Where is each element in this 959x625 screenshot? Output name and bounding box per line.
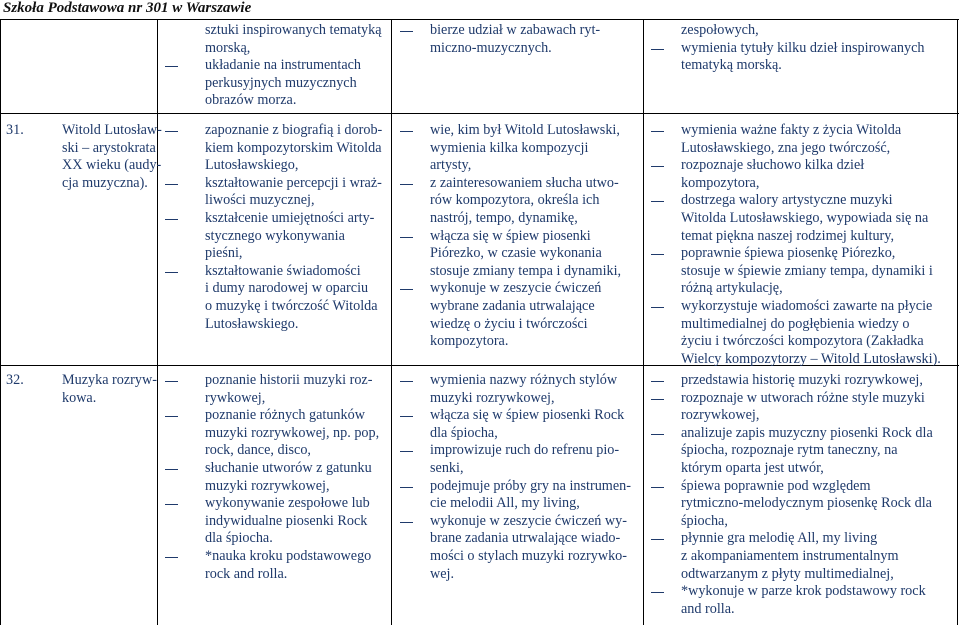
topic-line: kowa. [62,389,97,406]
col-border-1 [157,19,158,625]
extended-line: analizuje zapis muzyczny piosenki Rock dla [681,424,933,441]
basic-line: z zainteresowaniem słucha utwo- [430,174,619,191]
extended-line: dostrzega walory artystyczne muzyki [681,192,893,209]
bullet-dash [400,416,413,417]
bullet-dash [400,487,413,488]
basic-line: włącza się w śpiew piosenki [430,227,591,244]
content-line: indywidualne piosenki Rock [205,512,368,529]
basic-line: Piórezko, w czasie wykonania [430,245,602,262]
content-line: Lutosławskiego. [205,315,299,332]
topic-line: Witold Lutosław- [62,122,162,138]
extended-line: rozrywkowej, [681,407,760,424]
content-line: o muzykę i twórczość Witolda [205,298,378,314]
basic-line: miczno-muzycznych. [430,39,552,56]
content-line: i dumy narodowej w oparciu [205,280,369,297]
basic-line: improwizuje ruch do refrenu pio- [430,442,620,459]
content-line: kształcenie umiejętności arty- [205,210,375,226]
content-line: kiem kompozytorskim Witolda [205,139,382,156]
content-line: rock, dance, disco, [205,442,311,459]
content-line: pieśni, [205,245,243,262]
content-line: poznanie historii muzyki roz- [205,372,373,388]
topic-line: cja muzyczna). [62,174,148,191]
extended-line: *wykonuje w parze krok podstawowy rock [681,583,926,600]
content-line: morską, [205,39,251,56]
extended-line: wykorzystuje wiadomości zawarte na płycie [681,298,933,314]
content-line: rywkowej, [205,389,266,406]
bullet-dash [651,307,664,308]
extended-line: kompozytora, [681,174,760,191]
col-border-3 [643,19,644,625]
extended-line: z akompaniamentem instrumentalnym [681,548,899,564]
basic-line: wej. [430,565,455,582]
bullet-dash [651,254,664,255]
extended-line: multimedialnej do pogłębienia wiedzy o [681,315,910,332]
bullet-dash [165,504,178,505]
extended-line: przedstawia historię muzyki rozrywkowej, [681,372,923,388]
extended-line: wymienia ważne fakty z życia Witolda [681,122,902,138]
extended-line: którym oparta jest utwór, [681,460,824,476]
basic-line: cie melodii All, my living, [430,495,580,512]
content-line: obrazów morza. [205,92,297,109]
content-line: muzyki rozrywkowej, [205,477,330,494]
extended-line: rozpoznaje słuchowo kilka dzieł [681,157,865,174]
bullet-dash [165,557,178,558]
topic-line: Muzyka rozryw- [62,372,157,388]
extended-line: Lutosławskiego, zna jego twórczość, [681,139,891,156]
extended-line: wymienia tytuły kilku dzieł inspirowanych [681,39,925,56]
content-line: poznanie różnych gatunków [205,407,365,424]
content-line: układanie na instrumentach [205,57,362,74]
bullet-dash [165,184,178,185]
extended-line: śpiewa poprawnie pod względem [681,477,871,494]
extended-line: rytmiczno-melodycznym piosenkę Rock dla [681,495,932,512]
row-number: 32. [6,372,24,388]
extended-line: tematyką morską. [681,57,782,74]
col-border-4 [957,19,958,625]
basic-line: nastrój, tempo, dynamikę, [430,210,578,226]
basic-line: wie, kim był Witold Lutosławski, [430,122,620,138]
content-line: kształtowanie percepcji i wraż- [205,174,382,191]
content-line: liwości muzycznej, [205,192,315,209]
bullet-dash [165,469,178,470]
content-line: Lutosławskiego, [205,157,299,174]
extended-line: śpiocha, rozpoznaje rytm taneczny, na [681,442,898,459]
bullet-dash [651,201,664,202]
extended-line: rozpoznaje w utworach różne style muzyki [681,389,925,406]
basic-line: bierze udział w zabawach ryt- [430,22,601,38]
extended-line: różną artykulację, [681,280,783,297]
basic-line: podejmuje próby gry na instrumen- [430,477,631,494]
content-line: wykonywanie zespołowe lub [205,495,370,512]
col-border-0 [0,19,1,625]
bullet-dash [165,66,178,67]
bullet-dash [165,416,178,417]
bullet-dash [400,184,413,185]
basic-line: brane zadania utrwalające wiado- [430,530,621,547]
row-border-31 [0,113,959,114]
content-line: *nauka kroku podstawowego [205,548,372,564]
row-number: 31. [6,122,24,138]
basic-line: kompozytora. [430,333,509,350]
basic-line: stosuje zmiany tempa i dynamiki, [430,262,622,279]
basic-line: wymienia nazwy różnych stylów [430,372,618,388]
extended-line: temat piękna naszej rodzimej kultury, [681,227,894,244]
bullet-dash [400,289,413,290]
content-line: rock and rolla. [205,565,288,582]
bullet-dash [651,434,664,435]
bullet-dash [651,49,664,50]
topic-line: XX wieku (audy- [62,157,162,174]
extended-line: życiu i twórczości kompozytora (Zakładka [681,333,924,350]
content-line: słuchanie utworów z gatunku [205,460,372,476]
content-line: sztuki inspirowanych tematyką [205,22,382,38]
bullet-dash [400,31,413,32]
bullet-dash [400,237,413,238]
table-top-border [0,19,959,20]
bullet-dash [165,131,178,132]
basic-line: artysty, [430,157,472,174]
bullet-dash [165,272,178,273]
bullet-dash [165,219,178,220]
bullet-dash [651,399,664,400]
col-border-2 [391,19,392,625]
bullet-dash [651,487,664,488]
extended-line: and rolla. [681,600,735,617]
extended-line: odtwarzanym z płyty multimedialnej, [681,565,894,582]
bullet-dash [400,522,413,523]
extended-line: płynnie gra melodię All, my living [681,530,878,547]
basic-line: rów kompozytora, określa ich [430,192,600,209]
basic-line: wykonuje w zeszycie ćwiczeń [430,280,602,297]
bullet-dash [165,381,178,382]
bullet-dash [400,131,413,132]
basic-line: wiedzę o życiu i twórczości [430,315,588,332]
content-line: muzyki rozrywkowej, np. pop, [205,424,380,441]
content-line: zapoznanie z biografią i dorob- [205,122,383,138]
basic-line: dla śpiocha, [430,424,498,441]
basic-line: włącza się w śpiew piosenki Rock [430,407,625,424]
basic-line: mości o stylach muzyki rozrywko- [430,548,628,564]
basic-line: senki, [430,460,464,476]
basic-line: muzyki rozrywkowej, [430,389,555,406]
bullet-dash [400,451,413,452]
bullet-dash [651,131,664,132]
extended-line: śpiocha, [681,512,728,529]
content-line: stycznego wykonywania [205,227,345,244]
extended-line: Wielcy kompozytorzy – Witold Lutosławski). [681,350,941,367]
bullet-dash [651,592,664,593]
extended-line: stosuje w śpiewie zmiany tempa, dynamiki i [681,262,933,279]
content-line: kształtowanie świadomości [205,262,361,279]
extended-line: zespołowych, [681,22,759,38]
content-line: perkusyjnych muzycznych [205,74,357,91]
topic-line: ski – arystokrata [62,139,156,156]
bullet-dash [651,381,664,382]
school-header: Szkoła Podstawowa nr 301 w Warszawie [3,0,252,16]
basic-line: wybrane zadania utrwalające [430,298,595,314]
extended-line: Witolda Lutosławskiego, wypowiada się na [681,210,929,226]
basic-line: wykonuje w zeszycie ćwiczeń wy- [430,512,627,529]
bullet-dash [400,381,413,382]
bullet-dash [651,539,664,540]
extended-line: poprawnie śpiewa piosenkę Piórezko, [681,245,896,262]
bullet-dash [651,166,664,167]
content-line: dla śpiocha. [205,530,273,547]
basic-line: wymienia kilka kompozycji [430,139,589,156]
